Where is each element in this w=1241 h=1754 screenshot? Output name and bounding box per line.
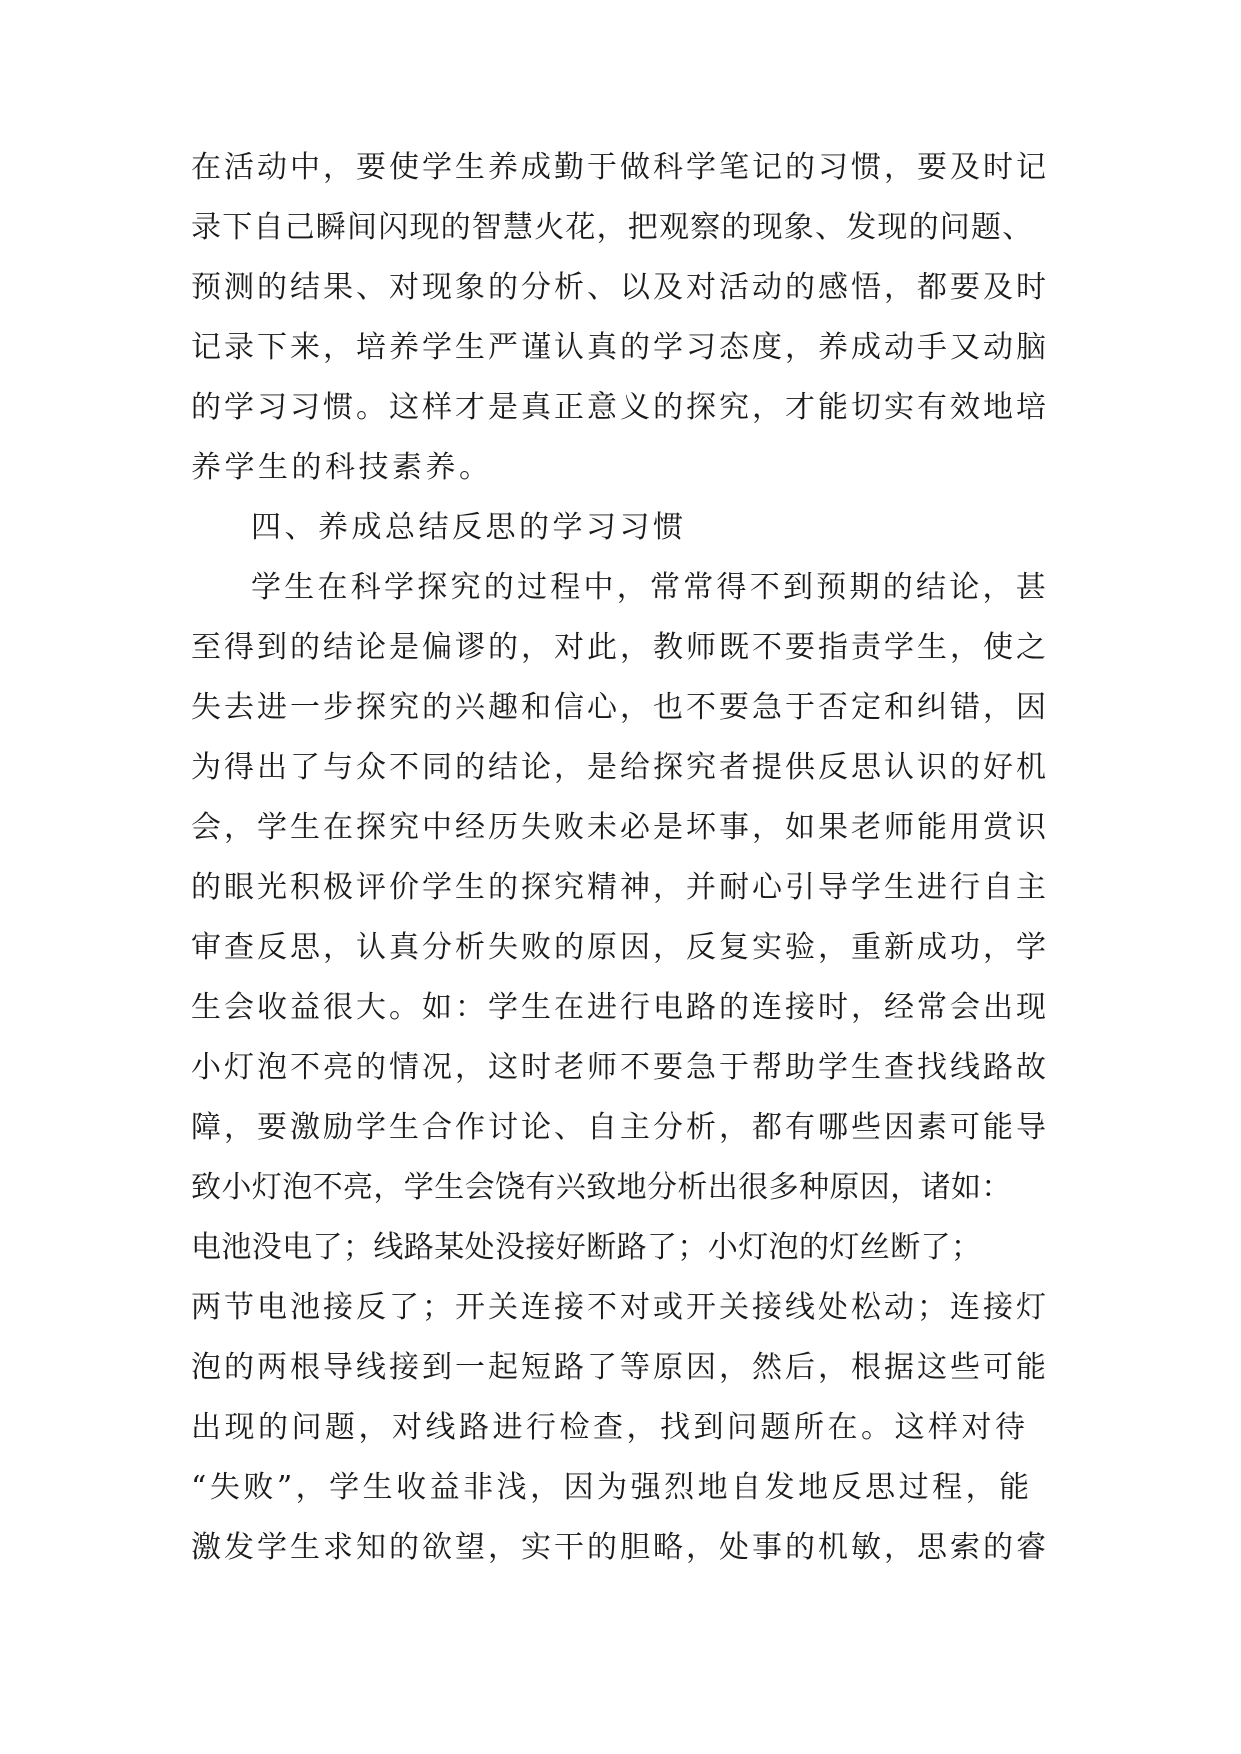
paragraph-line: 出现的问题，对线路进行检查，找到问题所在。这样对待: [191, 1410, 1029, 1445]
paragraph-line: 的眼光积极评价学生的探究精神，并耐心引导学生进行自主: [191, 870, 1049, 905]
paragraph-line: 生会收益很大。如：学生在进行电路的连接时，经常会出现: [191, 990, 1049, 1025]
paragraph-line: 会，学生在探究中经历失败未必是坏事，如果老师能用赏识: [191, 810, 1049, 845]
paragraph-line: 预测的结果、对现象的分析、以及对活动的感悟，都要及时: [191, 270, 1049, 305]
paragraph-line: 电池没电了；线路某处没接好断路了；小灯泡的灯丝断了；: [191, 1230, 982, 1265]
paragraph-line: 至得到的结论是偏谬的，对此，教师既不要指责学生，使之: [191, 630, 1049, 665]
paragraph-line: 审查反思，认真分析失败的原因，反复实验，重新成功，学: [191, 930, 1049, 965]
paragraph-line: 激发学生求知的欲望，实干的胆略，处事的机敏，思索的睿: [191, 1530, 1049, 1565]
section-heading: 四、养成总结反思的学习习惯: [251, 510, 687, 545]
paragraph-line: 录下自己瞬间闪现的智慧火花，把观察的现象、发现的问题、: [191, 210, 1034, 245]
paragraph-line: 学生在科学探究的过程中，常常得不到预期的结论，甚: [251, 570, 1049, 605]
paragraph-line: 记录下来，培养学生严谨认真的学习态度，养成动手又动脑: [191, 330, 1049, 365]
paragraph-line: 障，要激励学生合作讨论、自主分析，都有哪些因素可能导: [191, 1110, 1049, 1145]
paragraph-line: 在活动中，要使学生养成勤于做科学笔记的习惯，要及时记: [191, 150, 1049, 185]
paragraph-line: 致小灯泡不亮，学生会饶有兴致地分析出很多种原因，诸如：: [191, 1170, 1012, 1205]
paragraph-line: 养学生的科技素养。: [191, 450, 493, 485]
paragraph-line: 泡的两根导线接到一起短路了等原因，然后，根据这些可能: [191, 1350, 1049, 1385]
paragraph-line: 为得出了与众不同的结论，是给探究者提供反思认识的好机: [191, 750, 1049, 785]
paragraph-line: 小灯泡不亮的情况，这时老师不要急于帮助学生查找线路故: [191, 1050, 1049, 1085]
paragraph-line: 失去进一步探究的兴趣和信心，也不要急于否定和纠错，因: [191, 690, 1049, 725]
paragraph-line: “失败”，学生收益非浅，因为强烈地自发地反思过程，能: [191, 1470, 1033, 1505]
paragraph-line: 两节电池接反了；开关连接不对或开关接线处松动；连接灯: [191, 1290, 1049, 1325]
paragraph-line: 的学习习惯。这样才是真正意义的探究，才能切实有效地培: [191, 390, 1049, 425]
